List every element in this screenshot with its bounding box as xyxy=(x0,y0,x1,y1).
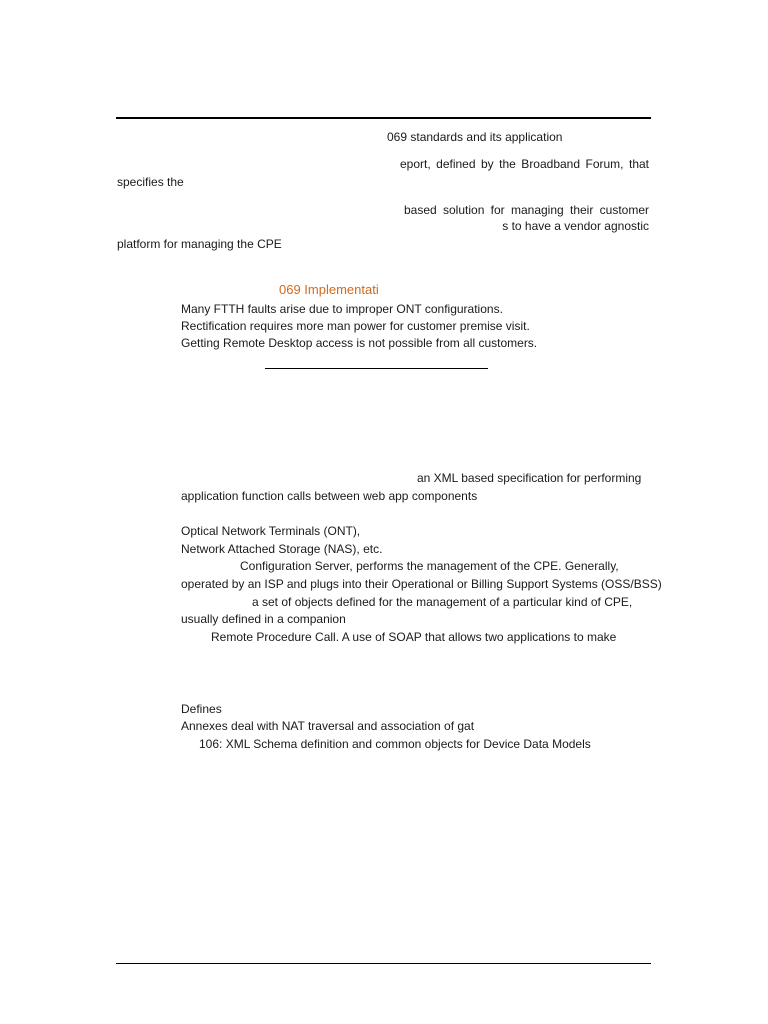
soap-definition-1: an XML based specification for performing xyxy=(417,471,642,485)
intro-line-1: 069 standards and its application xyxy=(387,130,563,144)
intro-line-4: based solution for managing their customer xyxy=(404,203,649,217)
acs-definition-1: Configuration Server, performs the management of the CPE. Generally, xyxy=(240,559,619,573)
standards-line-2: Annexes deal with NAT traversal and association of gat xyxy=(181,719,475,733)
cpe-definition-2: Network Attached Storage (NAS), etc. xyxy=(181,542,383,556)
soap-definition-2: application function calls between web app components xyxy=(181,489,478,503)
acs-definition-2: operated by an ISP and plugs into their Operational or Billing Support Systems (OSS/BSS) xyxy=(181,577,662,591)
rpc-definition: Remote Procedure Call. A use of SOAP that allows two applications to make xyxy=(211,630,617,644)
intro-line-5: s to have a vendor agnostic xyxy=(502,219,649,233)
section-heading: 069 Implementati xyxy=(279,282,379,297)
problem-item: Getting Remote Desktop access is not possible from all customers. xyxy=(181,336,538,350)
intro-line-3: specifies the xyxy=(117,175,184,189)
section-divider xyxy=(265,368,488,369)
header-rule xyxy=(116,117,651,119)
problem-item: Many FTTH faults arise due to improper ONT configurations. xyxy=(181,302,503,316)
problem-item: Rectification requires more man power for customer premise visit. xyxy=(181,319,530,333)
standards-line-1: Defines xyxy=(181,702,222,716)
standards-line-3: 106: XML Schema definition and common objects for Device Data Models xyxy=(199,737,591,751)
intro-line-6: platform for managing the CPE xyxy=(117,237,282,251)
cpe-definition-1: Optical Network Terminals (ONT), xyxy=(181,524,361,538)
data-model-definition-2: usually defined in a companion xyxy=(181,612,346,626)
data-model-definition-1: a set of objects defined for the management of a particular kind of CPE, xyxy=(252,595,633,609)
footer-rule xyxy=(116,963,651,964)
intro-line-2: eport, defined by the Broadband Forum, that xyxy=(400,157,649,171)
